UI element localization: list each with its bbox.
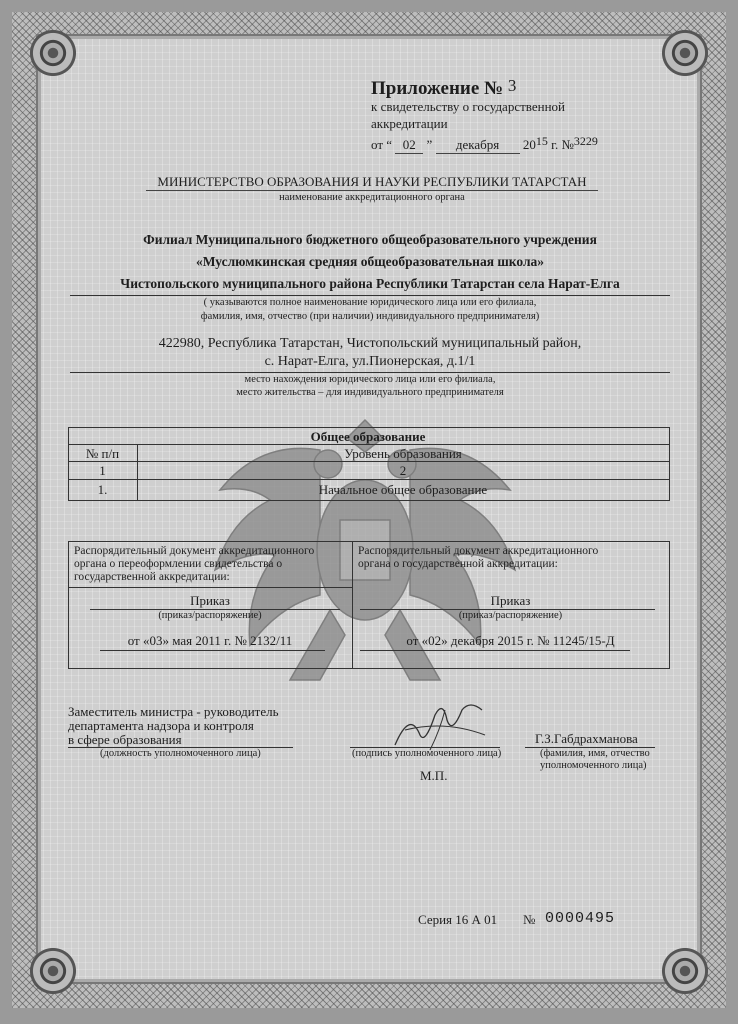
left-document-type: Приказ (190, 593, 230, 608)
right-document-date: от «02» декабря 2015 г. № 11245/15-Д (406, 633, 615, 648)
name-caption: (фамилия, имя, отчество уполномоченного лица) (540, 748, 650, 771)
appendix-year: 15 (535, 134, 548, 148)
corner-ornament-icon (18, 18, 88, 88)
organization-line3: Чистопольского муниципального района Республики Татарстан села Нарат-Елга (120, 276, 620, 291)
left-document-type-caption: (приказ/распоряжение) (158, 610, 262, 621)
organization-line2: «Муслюмкинская средняя общеобразовательная школа» (195, 254, 545, 269)
right-document-title: Распорядительный документ аккредитационного органа о государственной аккредитации: (358, 545, 599, 570)
appendix-title: Приложение № 3 (371, 76, 517, 99)
corner-ornament-icon (650, 936, 720, 1006)
appendix-month: декабря (436, 137, 520, 154)
organization-caption2: фамилия, имя, отчество (при наличии) индивидуального предпринимателя) (200, 311, 540, 322)
corner-ornament-icon (650, 18, 720, 88)
education-col2-header: Уровень образования (344, 446, 462, 461)
left-document-title: Распорядительный документ аккредитационного органа о переоформлении свидетельства о государственной аккредитации: (74, 545, 315, 583)
authority-name: МИНИСТЕРСТВО ОБРАЗОВАНИЯ И НАУКИ РЕСПУБЛИКИ ТАТАРСТАН (146, 174, 598, 191)
right-document-type-caption: (приказ/распоряжение) (458, 610, 563, 621)
appendix-ref-line1: к свидетельству о государственной (371, 99, 565, 114)
appendix-number: 3 (507, 76, 517, 95)
education-col1-index: 1 (99, 463, 106, 478)
education-table-title: Общее образование (310, 429, 426, 444)
education-row-number: 1. (97, 482, 108, 497)
education-col1-header: № п/п (85, 446, 120, 461)
position-caption: (должность уполномоченного лица) (100, 748, 261, 759)
address-caption1: место нахождения юридического лица или его филиала, (244, 374, 496, 385)
address-caption2: место жительства – для индивидуального предпринимателя (236, 387, 504, 398)
organization-line1: Филиал Муниципального бюджетного общеобразовательного учреждения (143, 232, 597, 247)
appendix-day: 02 (395, 137, 423, 154)
series-label: Серия 16 А 01 (418, 912, 498, 927)
address-underline (70, 372, 670, 373)
organization-underline (70, 295, 670, 296)
left-document-date: от «03» мая 2011 г. № 2132/11 (127, 633, 293, 648)
corner-ornament-icon (18, 936, 88, 1006)
education-col2-index: 2 (399, 463, 407, 478)
address-line1: 422980, Республика Татарстан, Чистопольский муниципальный район, (158, 336, 582, 351)
series-number: 0000495 (545, 910, 616, 927)
appendix-ref-line2: аккредитации (371, 116, 448, 131)
series-number-label: № (523, 912, 536, 927)
organization-caption1: ( указываются полное наименование юридического лица или его филиала, (203, 297, 537, 308)
right-document-type: Приказ (490, 593, 531, 608)
authority-caption: наименование аккредитационного органа (279, 192, 465, 203)
address-line2: с. Нарат-Елга, ул.Пионерская, д.1/1 (264, 354, 476, 369)
official-position: Заместитель министра - руководитель департамента надзора и контроля в сфере образования (68, 704, 279, 747)
education-row-level: Начальное общее образование (318, 482, 488, 497)
stamp-place: М.П. (420, 768, 448, 783)
signature-caption: (подпись уполномоченного лица) (352, 748, 502, 759)
appendix-date-row: от “ 02 ” декабря 2015 г. №3229 (371, 134, 598, 152)
appendix-reg-number: 3229 (573, 134, 598, 148)
official-name: Г.З.Габдрахманова (535, 731, 638, 746)
